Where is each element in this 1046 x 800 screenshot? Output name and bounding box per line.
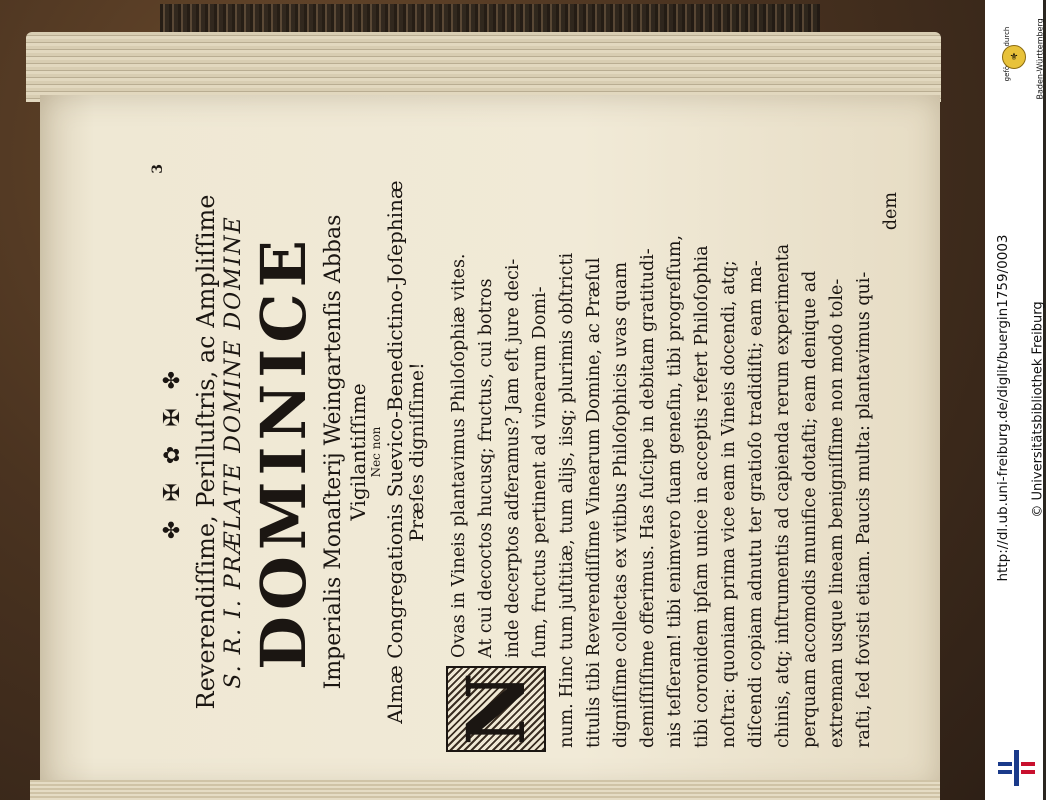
body-line: nis teſſeram! tibi enimvero ſuam geneſin, tibi progreſſum,: [665, 234, 686, 748]
dedication-body: [446, 152, 905, 752]
dedication-congregation: Almæ Congregationis Suevico-Benedictino-Joſephinæ: [382, 180, 407, 724]
body-line: num. Hinc tum juſtitiæ, tum alijs, iisq; plurimis obſtricti: [557, 252, 578, 748]
page-bottom-edges: [30, 780, 940, 800]
university-library-logo-icon: [996, 748, 1038, 788]
body-line: inde decerptos adferamus? Jam eſt jure deci-: [503, 258, 524, 658]
funder-name: Baden-Württemberg: [1035, 18, 1045, 100]
copyright-notice: © Universitätsbibliothek Freiburg: [1030, 301, 1046, 518]
dedication-salutation: Reverendiſſime, Perilluſtris, ac Ampliſſime: [192, 194, 221, 710]
body-line: titulis tibi Reverendiſſime Vinearum Domine, ac Præſul: [584, 257, 605, 748]
body-line: ſum, fructus pertinent ad vinearum Domi-: [530, 286, 551, 658]
body-line: At cui decoctos hucusq; fructus, cui botros: [476, 278, 497, 658]
body-line: chinis, atq; inſtrumentis ad capienda rerum experimenta: [773, 243, 794, 748]
page-text-block: [140, 152, 902, 752]
dedication-name: DOMINICE: [247, 234, 321, 670]
body-line: diſcendi copiam adnutu ter gratioſo tradidiſti; eam ma-: [746, 260, 767, 748]
state-coat-of-arms-icon: ⚜: [1002, 45, 1026, 69]
body-line: extremam usque lineam benigniſſime non modo tole-: [827, 278, 848, 748]
dedication-praeses: Præſes digniſſime!: [405, 362, 428, 542]
body-line: raſti, ſed fovisti etiam. Paucis multa: plantavimus qui-: [854, 271, 875, 748]
dedication-title: S. R. I. PRÆLATE DOMINE DOMINE: [220, 215, 246, 689]
body-line: noſtra: quoniam prima vice eam in Vineis docendi, atq;: [719, 260, 740, 748]
dedication-connector: Nec non: [368, 426, 383, 478]
page-number: 3: [150, 164, 166, 174]
decorated-initial: N: [446, 666, 546, 752]
book-edge-speckle: [160, 4, 820, 32]
digital-library-url-link[interactable]: http://dl.ub.uni-freiburg.de/diglit/buergin1759/0003: [995, 234, 1011, 582]
body-line: digniſſime collectas ex vitibus Philoſophicis uvas quam: [611, 262, 632, 748]
page-block-edges: [26, 32, 941, 102]
body-line: tibi coronidem ipſam unice in acceptis refert Philoſophia: [692, 245, 713, 748]
dedication-office: Imperialis Monaſterij Weingartenſis Abbas: [321, 214, 347, 690]
header-ornament: ✤ ✠ ✿ ✠ ✤: [160, 364, 185, 540]
body-line: perquam accomodis munifice dotaſti; eam denique ad: [800, 270, 821, 748]
body-line: demiſſiſſime offerimus. Has ſuſcipe in debitam gratitudi-: [638, 248, 659, 748]
body-line: Ovas in Vineis plantavimus Philoſophiæ vites.: [449, 253, 470, 658]
catchword: dem: [881, 192, 902, 231]
dedication-epithet: Vigilantiſſime: [345, 383, 370, 521]
